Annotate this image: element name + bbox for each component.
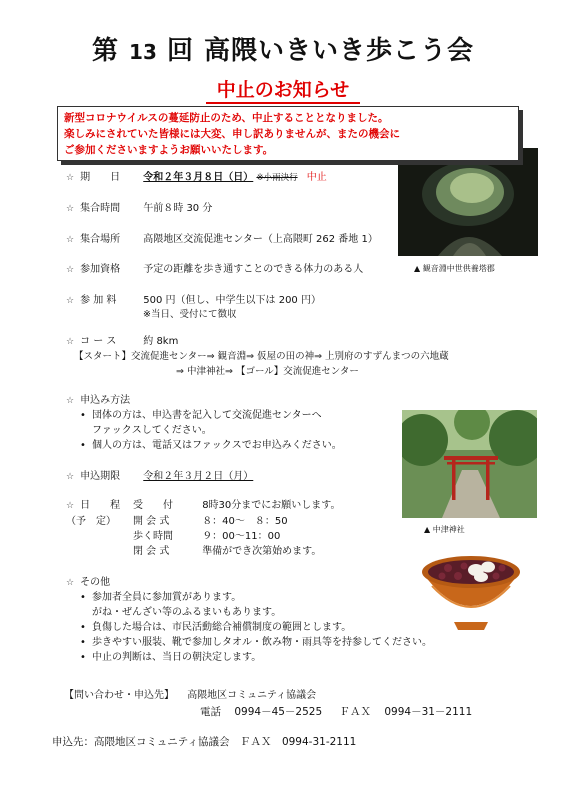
- schedule-item-value: ９：00～11：00: [202, 531, 281, 542]
- star-icon: ☆: [66, 472, 75, 482]
- contact-org: 高隈地区コミュニティ協議会: [187, 690, 317, 701]
- other-item: • 歩きやすい服装、靴で参加しタオル・飲み物・雨具等を持参してください。: [74, 633, 432, 648]
- apply-method-item: • 個人の方は、電話又はファックスでお申込みください。: [74, 436, 342, 451]
- course-route-line-2: ⇒ 中津神社⇒ 【ゴール】交流促進センター: [176, 366, 359, 377]
- schedule-item-value: ８：40～ ８：50: [202, 516, 288, 527]
- course-distance: 約 8km: [143, 336, 179, 347]
- schedule-item-name: 開 会 式: [133, 516, 170, 527]
- page-title: [0, 30, 566, 67]
- schedule-item-name: 閉 会 式: [133, 546, 170, 557]
- bullet-icon: •: [80, 652, 86, 663]
- fee-note: ※当日、受付にて徴収: [143, 309, 237, 320]
- date-struck-note: ※小雨決行: [256, 173, 298, 183]
- gather-time-label: 集合時間: [80, 203, 121, 214]
- apply-method-item: ファックスしてください。: [92, 425, 212, 436]
- course-label: コ ー ス: [80, 336, 117, 347]
- cancellation-notice: [57, 106, 519, 161]
- notice-line: ご参加くださいますようお願いいたします。: [64, 144, 274, 156]
- schedule-row: [133, 527, 280, 542]
- date-value: 令和２年３月８日（日）: [143, 172, 254, 183]
- star-icon: ☆: [66, 578, 75, 588]
- notice-line: 楽しみにされていた皆様には大変、申し訳ありませんが、またの機会に: [64, 128, 400, 140]
- gather-time-row: [66, 199, 212, 214]
- bullet-icon: •: [80, 592, 86, 603]
- star-icon: ☆: [66, 396, 75, 406]
- schedule-label: 日 程: [80, 500, 121, 511]
- star-icon: ☆: [66, 501, 75, 511]
- star-icon: ☆: [66, 173, 75, 183]
- other-label: その他: [80, 577, 111, 588]
- other-item: • 負傷した場合は、市民活動総合補償制度の範囲とします。: [74, 618, 351, 633]
- gather-time-value: 午前８時 30 分: [143, 203, 213, 214]
- fax-label: ＦＡＸ: [339, 706, 371, 718]
- course-row: [66, 332, 178, 347]
- schedule-item-name: 受 付: [133, 500, 173, 511]
- star-icon: ☆: [66, 235, 75, 245]
- eligibility-value: 予定の距離を歩き通すことのできる体力のある人: [143, 264, 364, 275]
- gather-place-value: 高隈地区交流促進センター（上高隈町 262 番地 1）: [143, 234, 378, 245]
- contact-row: [64, 686, 316, 701]
- bullet-icon: •: [80, 637, 86, 648]
- deadline-value: 令和２年３月２日（月）: [143, 471, 254, 482]
- apply-method-item: • 団体の方は、申込書を記入して交流促進センターへ: [74, 406, 322, 421]
- eligibility-row: [66, 260, 363, 275]
- cancellation-subtitle: 中止のお知らせ: [216, 79, 350, 101]
- other-item: • 中止の判断は、当日の朝決定します。: [74, 648, 261, 663]
- apply-method-label: 申込み方法: [80, 395, 131, 406]
- apply-method-row: [66, 391, 130, 406]
- contact-numbers: [200, 704, 472, 719]
- other-row: [66, 573, 110, 588]
- title-number: 13: [129, 40, 157, 64]
- bullet-icon: •: [80, 410, 86, 421]
- other-item: がね・ぜんざい等のふるまいもあります。: [92, 607, 282, 618]
- subtitle-underline: [206, 102, 360, 104]
- fee-label: 参 加 料: [80, 295, 117, 306]
- schedule-row: [133, 542, 321, 557]
- shrine-photo: [402, 410, 537, 518]
- schedule-row: [133, 496, 340, 511]
- bullet-icon: •: [80, 440, 86, 451]
- date-label: 期 日: [80, 172, 121, 183]
- contact-label: 【問い合わせ・申込先】: [64, 690, 174, 701]
- date-row: [66, 168, 327, 183]
- star-icon: ☆: [66, 296, 75, 306]
- gather-place-row: [66, 230, 378, 245]
- schedule-item-value: 準備ができ次第始めます。: [202, 546, 322, 557]
- star-icon: ☆: [66, 204, 75, 214]
- schedule-row: [133, 512, 288, 527]
- bullet-icon: •: [80, 622, 86, 633]
- schedule-label-2: （予 定）: [66, 516, 116, 527]
- fee-row: [66, 291, 321, 306]
- star-icon: ☆: [66, 337, 75, 347]
- cave-caption: ▲ 観音淵中世供養塔郡: [414, 264, 495, 273]
- notice-line: 新型コロナウイルスの蔓延防止のため、中止することとなりました。: [64, 112, 389, 124]
- title-main: 高隈いきいき歩こう会: [204, 36, 475, 66]
- schedule-item-value: 8時30分までにお願いします。: [202, 500, 341, 511]
- fax-number: 0994－31－2111: [384, 706, 473, 718]
- title-prefix: 第: [91, 36, 119, 66]
- phone-label: 電話: [200, 706, 221, 718]
- zenzai-bowl-illustration: [418, 546, 524, 630]
- other-item: • 参加者全員に参加賞があります。: [74, 588, 241, 603]
- course-route-line-1: 【スタート】交流促進センター⇒ 観音淵⇒ 仮屋の田の神⇒ 上別府のすずんまつの六地蔵: [74, 351, 449, 362]
- phone-number: 0994－45－2525: [234, 706, 323, 718]
- date-status: 中止: [306, 172, 327, 183]
- deadline-row: [66, 467, 253, 482]
- fee-value: 500 円（但し、中学生以下は 200 円）: [143, 295, 321, 306]
- gather-place-label: 集合場所: [80, 234, 121, 245]
- star-icon: ☆: [66, 265, 75, 275]
- footer-apply-to: 申込先：高隈地区コミュニティ協議会 ＦＡＸ 0994-31-2111: [52, 736, 357, 748]
- cave-photo: [398, 148, 538, 256]
- deadline-label: 申込期限: [80, 471, 121, 482]
- shrine-caption: ▲ 中津神社: [424, 525, 465, 534]
- title-round: 回: [166, 36, 194, 66]
- schedule-item-name: 歩く時間: [133, 531, 173, 542]
- schedule-label-row: [66, 496, 120, 511]
- eligibility-label: 参加資格: [80, 264, 121, 275]
